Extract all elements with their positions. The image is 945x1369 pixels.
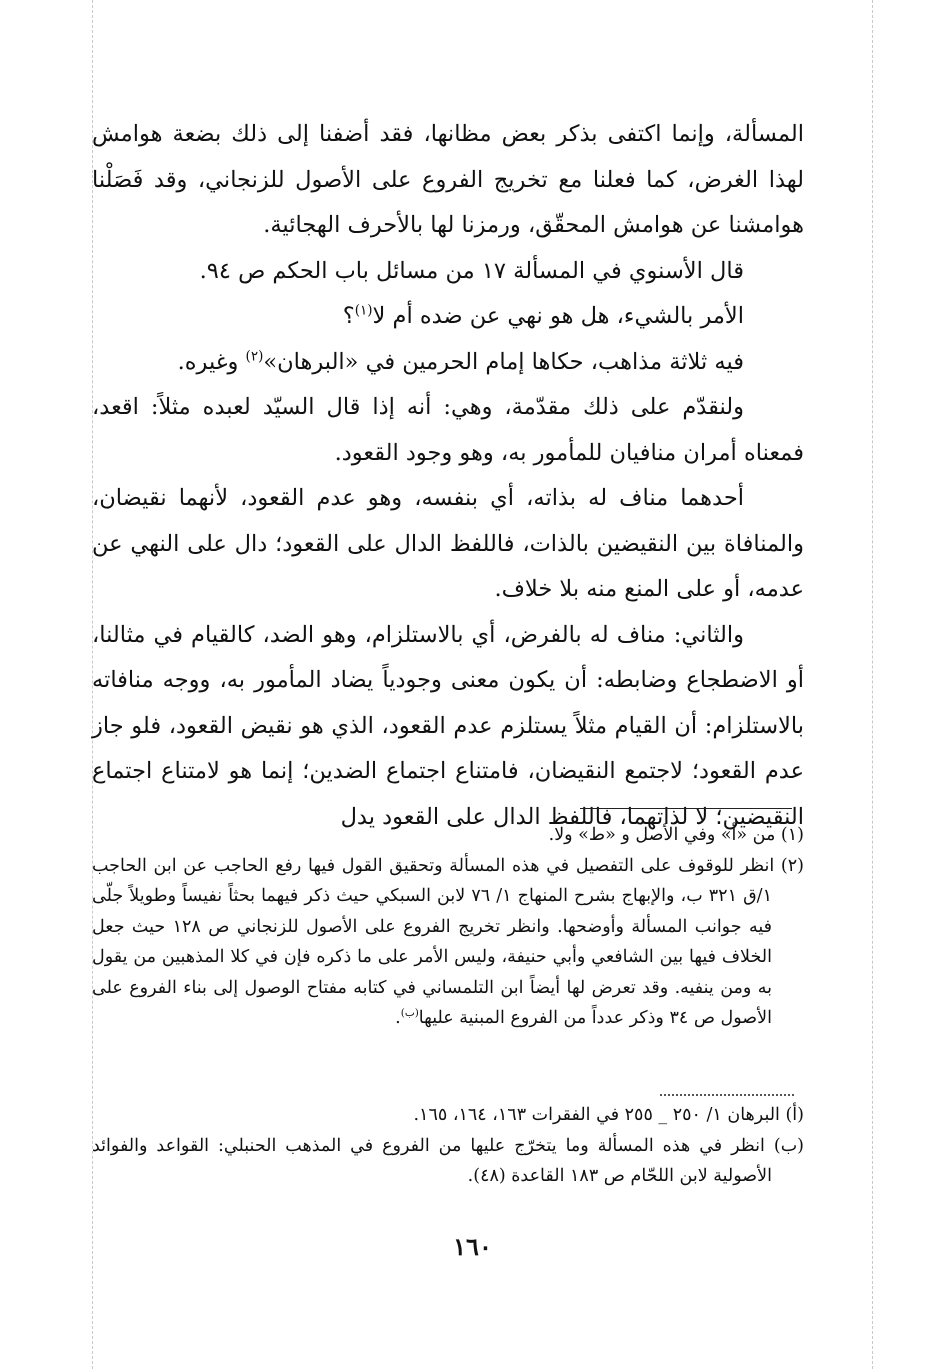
paragraph-1 [92, 112, 804, 249]
paragraph-7 [92, 613, 804, 841]
paragraph-1-text: المسألة، وإنما اكتفى بذكر بعض مظانها، فقد أضفنا إلى ذلك بضعة هوامش لهذا الغرض، كما فعلنا مع تخريج الفروع على الأصول للزنجاني، وقد فَصَلْنا هوامشنا عن هوامش المحقّق، ورمزنا لها بالأحرف الهجائية. [92, 121, 804, 238]
paragraph-3-text: الأمر بالشيء، هل هو نهي عن ضده أم لا [372, 303, 744, 329]
editor-note-b [92, 1131, 804, 1192]
paragraph-3-after: ؟ [342, 303, 355, 329]
paragraph-7-text: والثاني: مناف له بالفرض، أي بالاستلزام، وهو الضد، كالقيام في مثالنا، أو الاضطجاع وضابطه: أن يكون معنى وجودياً يضاد المأمور به، ووجه منافاته بالاستلزام: أن القيام مثلاً يستلزم عدم القعود، الذي هو نقيض القعود، فلو جاز عدم القعود؛ لاجتمع النقيضان، فامتناع اجتماع الضدين؛ إنما هو لامتناع اجتماع النقيضين؛ لا لذاتهما، فاللفظ الدال على القعود يدل [92, 621, 804, 830]
footnote-ref-1[interactable]: (١) [354, 302, 373, 319]
paragraph-5-text: ولنقدّم على ذلك مقدّمة، وهي: أنه إذا قال السيّد لعبده مثلاً: اقعد، فمعناه أمران منافيان للمأمور به، وهو وجود القعود. [92, 394, 804, 466]
paragraph-4 [92, 340, 804, 386]
footnote-1 [92, 820, 804, 851]
paragraph-4-after: وغيره. [177, 348, 246, 375]
footnote-1-text: (١) من «أ» وفي الأصل و «ط» ولا. [548, 825, 804, 845]
footnote-ref-2[interactable]: (٢) [245, 348, 264, 364]
paragraph-3 [92, 294, 804, 340]
scan-edge-right [872, 0, 873, 1369]
paragraph-4-text: فيه ثلاثة مذاهب، حكاها إمام الحرمين في «البرهان» [263, 348, 744, 375]
paragraph-2 [92, 249, 804, 295]
footnote-2-text: (٢) انظر للوقوف على التفصيل في هذه المسألة وتحقيق القول فيها رفع الحاجب عن ابن الحاجب ١/ق ٣٢١ ب، والإبهاج بشرح المنهاج ١/ ٧٦ لابن السبكي حيث ذكر فيهما بحثاً نفيساً وطويلاً جلّى فيه جوانب المسألة وأوضحها. وانظر تخريج الفروع على الأصول للزنجاني ص ١٢٨ حيث جعل الخلاف فيها بين الشافعي وأبي حنيفة، وليس الأمر على ما ذكره فإن في كلا المذهبين من يقول به ومن ينفيه. وقد تعرض لها أيضاً ابن التلمساني في كتابه مفتاح الوصول إلى بناء الفروع على الأصول ص ٣٤ وذكر عدداً من الفروع المبنية عليها [92, 855, 804, 1028]
paragraph-6 [92, 476, 804, 613]
paragraph-6-text: أحدهما مناف له بذاته، أي بنفسه، وهو عدم القعود، لأنهما نقيضان، والمنافاة بين النقيضين بالذات، فاللفظ الدال على القعود؛ دال على النهي عن عدمه، أو على المنع منه بلا خلاف. [92, 485, 804, 602]
editor-note-b-text: (ب) انظر في هذه المسألة وما يتخرّج عليها من الفروع في المذهب الحنبلي: القواعد والفوائد الأصولية لابن اللحّام ص ١٨٣ القاعدة (٤٨). [92, 1135, 804, 1186]
endnote-separator [660, 1094, 794, 1096]
editor-note-a [92, 1100, 804, 1131]
paragraph-5 [92, 385, 804, 476]
editor-note-a-text: (أ) البرهان ١/ ٢٥٠ _ ٢٥٥ في الفقرات ١٦٣، ١٦٤، ١٦٥. [413, 1105, 804, 1125]
main-text [92, 112, 804, 840]
page-number: ١٦٠ [453, 1232, 492, 1261]
editor-notes [92, 1100, 804, 1192]
footnote-2-after: . [395, 1008, 401, 1028]
paragraph-2-text: قال الأسنوي في المسألة ١٧ من مسائل باب الحكم ص ٩٤. [199, 257, 744, 284]
footnotes [92, 820, 804, 1034]
endnote-ref-b[interactable]: (ب) [400, 1007, 419, 1020]
footnote-2 [92, 851, 804, 1034]
footnote-separator [580, 808, 792, 809]
